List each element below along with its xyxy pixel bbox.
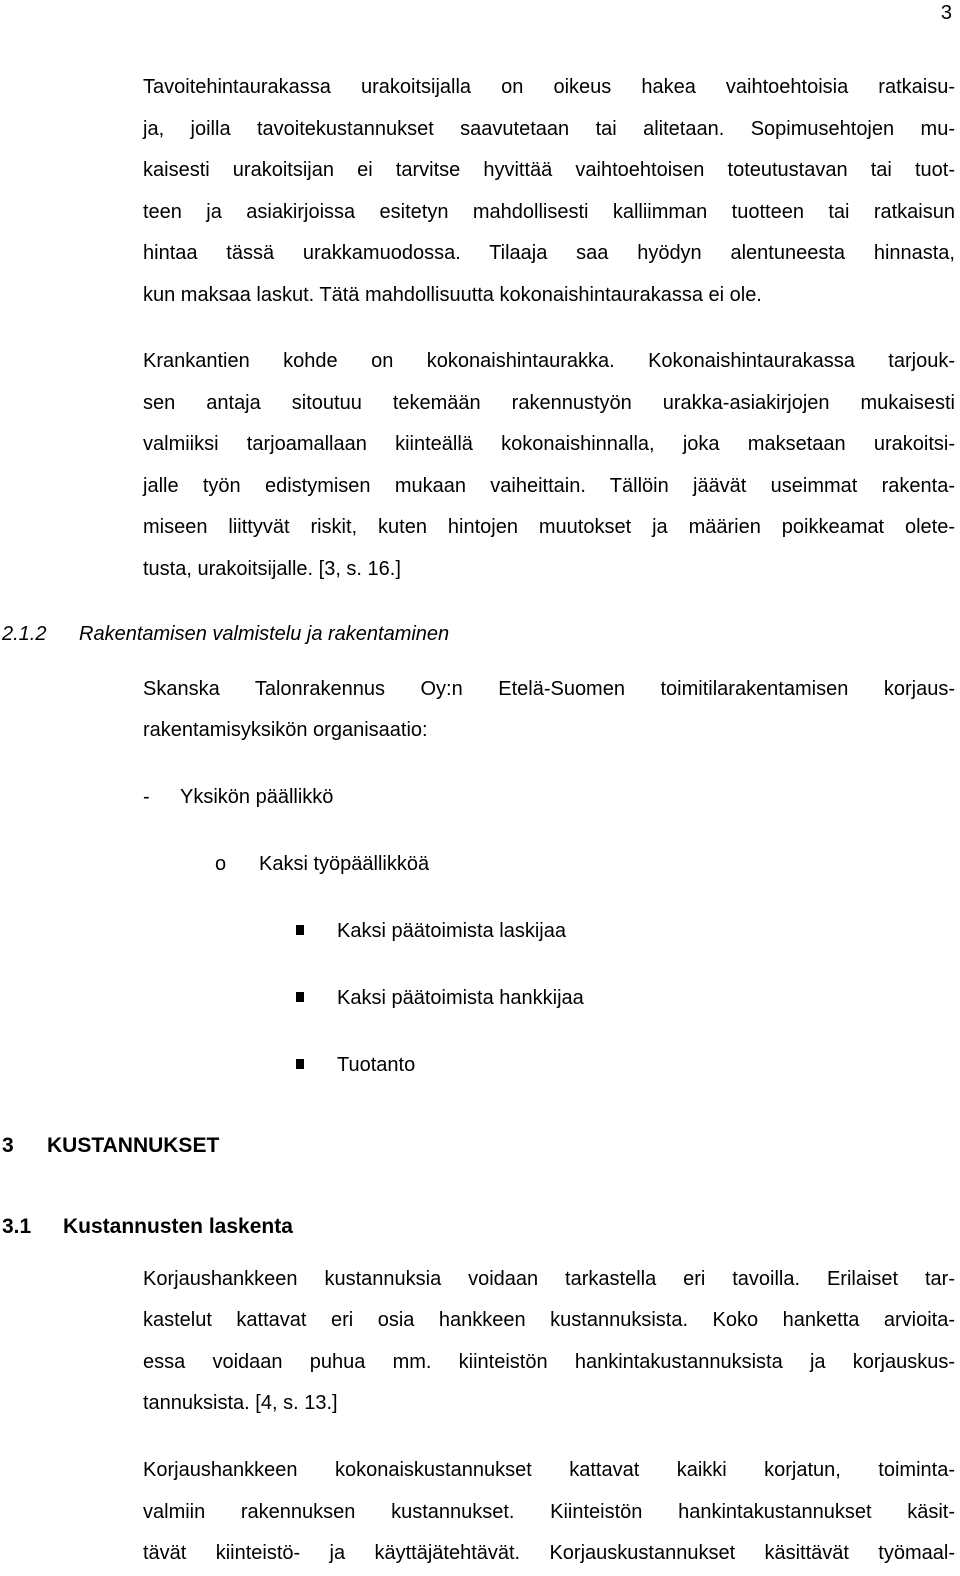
text-line: Skanska Talonrakennus Oy:n Etelä-Suomen toimitilarakentamisen korjaus-	[143, 678, 955, 700]
text-line: tusta, urakoitsijalle. [3, s. 16.]	[143, 558, 401, 580]
text-line: Korjaushankkeen kustannuksia voidaan tarkastella eri tavoilla. Erilaiset tar-	[143, 1268, 955, 1290]
text-line: Tavoitehintaurakassa urakoitsijalla on oikeus hakea vaihtoehtoisia ratkaisu-	[143, 76, 955, 98]
text-line: essa voidaan puhua mm. kiinteistön hankintakustannuksista ja korjauskus-	[143, 1351, 955, 1373]
text-line: tannuksista. [4, s. 13.]	[143, 1392, 338, 1414]
square-bullet-icon	[296, 925, 304, 935]
square-bullet-icon	[296, 1059, 304, 1069]
text-line: jalle työn edistymisen mukaan vaiheittain. Tällöin jäävät useimmat rakenta-	[143, 475, 955, 497]
text-line: hintaa tässä urakkamuodossa. Tilaaja saa hyödyn alentuneesta hinnasta,	[143, 242, 955, 264]
text-line: rakentamisyksikön organisaatio:	[143, 719, 428, 741]
text-line: kun maksaa laskut. Tätä mahdollisuutta kokonaishintaurakassa ei ole.	[143, 284, 762, 306]
list-item: Kaksi päätoimista laskijaa	[337, 920, 566, 942]
text-line: valmiiksi tarjoamallaan kiinteällä kokonaishinnalla, joka maksetaan urakoitsi-	[143, 433, 955, 455]
text-line: ja, joilla tavoitekustannukset saavutetaan tai alitetaan. Sopimusehtojen mu-	[143, 118, 955, 140]
text-line: kaisesti urakoitsijan ei tarvitse hyvittää vaihtoehtoisen toteutustavan tai tuot-	[143, 159, 955, 181]
page-number: 3	[940, 2, 952, 24]
dash-bullet: -	[143, 786, 150, 808]
section-title: Rakentamisen valmistelu ja rakentaminen	[79, 623, 450, 645]
list-item: Kaksi työpäällikköä	[259, 853, 430, 875]
text-line: tävät kiinteistö- ja käyttäjätehtävät. Korjauskustannukset käsittävät työmaal-	[143, 1542, 955, 1564]
square-bullet-icon	[296, 992, 304, 1002]
list-item: Kaksi päätoimista hankkijaa	[337, 987, 584, 1009]
text-line: sen antaja sitoutuu tekemään rakennustyön urakka-asiakirjojen mukaisesti	[143, 392, 955, 414]
section-number: 3.1	[2, 1215, 32, 1238]
list-item: Tuotanto	[337, 1054, 416, 1076]
text-line: Korjaushankkeen kokonaiskustannukset kattavat kaikki korjatun, toiminta-	[143, 1459, 955, 1481]
section-title: Kustannusten laskenta	[63, 1215, 293, 1238]
section-number: 2.1.2	[2, 623, 47, 645]
chapter-number: 3	[2, 1134, 14, 1157]
circle-bullet: o	[215, 853, 227, 875]
text-line: Krankantien kohde on kokonaishintaurakka. Kokonaishintaurakassa tarjouk-	[143, 350, 955, 372]
list-item: Yksikön päällikkö	[180, 786, 334, 808]
text-line: kastelut kattavat eri osia hankkeen kustannuksista. Koko hanketta arvioita-	[143, 1309, 955, 1331]
text-line: teen ja asiakirjoissa esitetyn mahdollisesti kalliimman tuotteen tai ratkaisun	[143, 201, 955, 223]
text-line: valmiin rakennuksen kustannukset. Kiinteistön hankintakustannukset käsit-	[143, 1501, 955, 1523]
chapter-title: KUSTANNUKSET	[47, 1134, 220, 1157]
text-line: miseen liittyvät riskit, kuten hintojen muutokset ja määrien poikkeamat olete-	[143, 516, 955, 538]
